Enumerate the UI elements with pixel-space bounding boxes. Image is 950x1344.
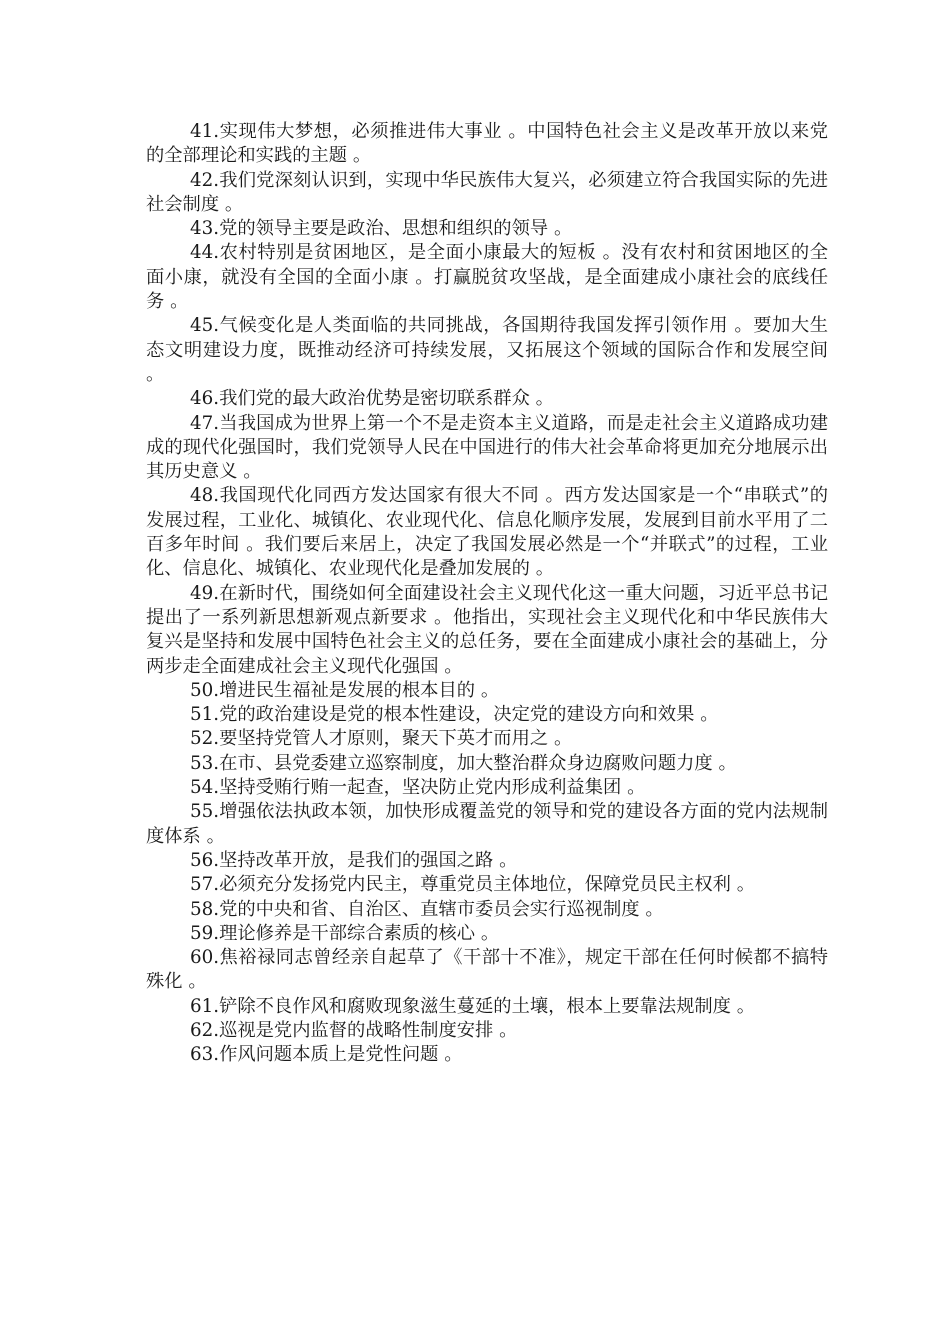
item-48: 48.我国现代化同西方发达国家有很大不同 。西方发达国家是一个“串联式”的发展过程，工业化、城镇化、农业现代化、信息化顺序发展，发展到目前水平用了二百多年时间 。我们要后来居上，决定了我国发展必然是一个“并联式”的过程，工业化、信息化、城镇化、农业现代化是叠加发展的 。 (146, 485, 828, 580)
item-44: 44.农村特别是贫困地区，是全面小康最大的短板 。没有农村和贫困地区的全面小康，就没有全国的全面小康 。打赢脱贫攻坚战，是全面建成小康社会的底线任务 。 (146, 242, 828, 313)
item-45: 45.气候变化是人类面临的共同挑战，各国期待我国发挥引领作用 。要加大生态文明建设力度，既推动经济可持续发展，又拓展这个领域的国际合作和发展空间 。 (146, 315, 828, 385)
item-56: 56.坚持改革开放，是我们的强国之路 。 (190, 849, 518, 871)
item-52: 52.要坚持党管人才原则，聚天下英才而用之 。 (190, 728, 573, 750)
item-62: 62.巡视是党内监督的战略性制度安排 。 (190, 1019, 518, 1041)
item-47: 47.当我国成为世界上第一个不是走资本主义道路，而是走社会主义道路成功建成的现代化强国时，我们党领导人民在中国进行的伟大社会革命将更加充分地展示出其历史意义 。 (146, 412, 828, 483)
document-body (146, 120, 828, 1068)
item-63: 63.作风问题本质上是党性问题 。 (190, 1044, 463, 1066)
item-51: 51.党的政治建设是党的根本性建设，决定党的建设方向和效果 。 (190, 704, 719, 726)
item-61: 61.铲除不良作风和腐败现象滋生蔓延的土壤，根本上要靠法规制度 。 (190, 995, 756, 1017)
item-43: 43.党的领导主要是政治、思想和组织的领导 。 (190, 218, 573, 240)
item-46: 46.我们党的最大政治优势是密切联系群众 。 (190, 388, 554, 410)
item-59: 59.理论修养是干部综合素质的核心 。 (190, 922, 500, 944)
item-53: 53.在市、县党委建立巡察制度，加大整治群众身边腐败问题力度 。 (190, 752, 737, 774)
item-55: 55.增强依法执政本领，加快形成覆盖党的领导和党的建设各方面的党内法规制度体系 。 (146, 801, 828, 847)
item-50: 50.增进民生福祉是发展的根本目的 。 (190, 679, 500, 701)
item-58: 58.党的中央和省、自治区、直辖市委员会实行巡视制度 。 (190, 898, 664, 920)
item-41: 41.实现伟大梦想，必须推进伟大事业 。中国特色社会主义是改革开放以来党的全部理论和实践的主题 。 (146, 121, 828, 167)
item-60: 60.焦裕禄同志曾经亲自起草了《干部十不准》，规定干部在任何时候都不搞特殊化 。 (146, 947, 828, 993)
item-49: 49.在新时代，围绕如何全面建设社会主义现代化这一重大问题，习近平总书记提出了一系列新思想新观点新要求 。他指出，实现社会主义现代化和中华民族伟大复兴是坚持和发展中国特色社会主义的总任务，要在全面建成小康社会的基础上，分两步走全面建成社会主义现代化强国 。 (146, 582, 828, 677)
item-42: 42.我们党深刻认识到，实现中华民族伟大复兴，必须建立符合我国实际的先进社会制度 。 (146, 169, 828, 215)
item-54: 54.坚持受贿行贿一起查，坚决防止党内形成利益集团 。 (190, 777, 646, 799)
item-57: 57.必须充分发扬党内民主，尊重党员主体地位，保障党员民主权利 。 (190, 874, 756, 896)
